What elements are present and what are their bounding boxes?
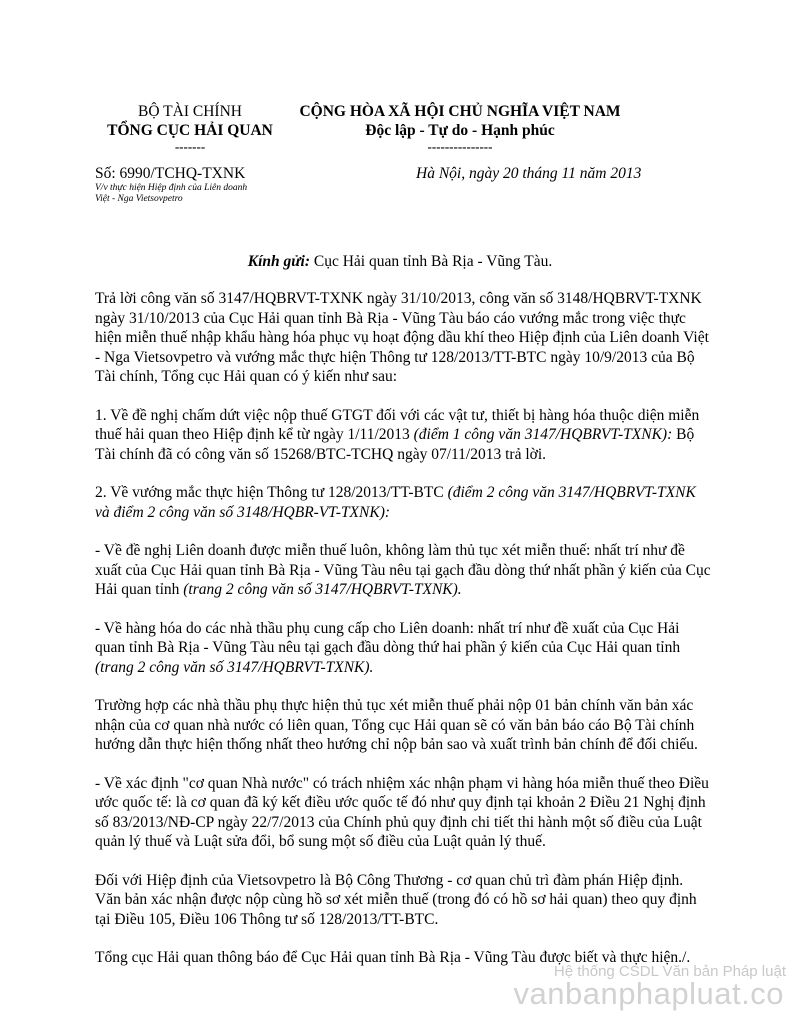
document-body <box>95 289 712 968</box>
item-1-tail: Bộ Tài chính đã có công văn số 15268/BTC-TCHQ ngày 07/11/2013 trả lời. <box>95 426 695 463</box>
item-1-reference: (điểm 1 công văn 3147/HQBRVT-TXNK): <box>413 426 673 443</box>
exemption-reference: (trang 2 công văn số 3147/HQBRVT-TXNK). <box>183 581 462 598</box>
greeting <box>0 252 800 271</box>
subject-line-2: Việt - Nga Vietsovpetro <box>95 194 183 204</box>
greeting-recipient: Cục Hải quan tỉnh Bà Rịa - Vũng Tàu. <box>310 253 553 270</box>
document-subject <box>95 183 247 205</box>
vietsovpetro-paragraph: Đối với Hiệp định của Vietsovpetro là Bộ Công Thương - cơ quan chủ trì đàm phán Hiệp định. Văn bản xác nhận được nộp cùng hồ sơ xét miễn thuế (trong đó có hồ sơ hải quan) theo quy định tại Điều 105, Điều 106 Thông tư số 128/2013/TT-BTC. <box>95 871 697 928</box>
item-2-reference: (điểm 2 công văn 3147/HQBRVT-TXNK và điểm 2 công văn số 3148/HQBR-VT-TXNK): <box>95 484 696 521</box>
department-name: TỔNG CỤC HẢI QUAN <box>107 122 273 139</box>
country-name: CỘNG HÒA XÃ HỘI CHỦ NGHĨA VIỆT NAM <box>299 103 621 120</box>
intro-paragraph: Trả lời công văn số 3147/HQBRVT-TXNK ngày 31/10/2013, công văn số 3148/HQBRVT-TXNK ngày 31/10/2013 của Cục Hải quan tỉnh Bà Rịa - Vũng Tàu báo cáo vướng mắc trong việc thực hiện miễn thuế nhập khẩu hàng hóa phục vụ hoạt động dầu khí theo Hiệp định của Liên doanh Việt - Nga Vietsovpetro và vướng mắc thực hiện Thông tư 128/2013/TT-BTC ngày 10/9/2013 của Bộ Tài chính, Tổng cục Hải quan có ý kiến như sau: <box>95 290 709 385</box>
document-number: Số: 6990/TCHQ-TXNK <box>95 165 246 182</box>
subcontractor-paragraph <box>95 619 712 678</box>
motto-separator: --------------- <box>427 139 493 154</box>
subject-line-1: V/v thực hiện Hiệp định của Liên doanh <box>95 183 248 193</box>
national-header <box>290 102 630 153</box>
closing-paragraph: Tổng cục Hải quan thông báo để Cục Hải quan tỉnh Bà Rịa - Vũng Tàu được biết và thực hiện./. <box>95 949 691 966</box>
watermark-domain: vanbanphapluat.co <box>513 976 784 1011</box>
issuer-header <box>95 102 285 153</box>
place-date: Hà Nội, ngày 20 tháng 11 năm 2013 <box>416 165 642 182</box>
item-2-paragraph <box>95 483 712 522</box>
ministry-name: BỘ TÀI CHÍNH <box>138 103 242 120</box>
subcontractor-text: - Về hàng hóa do các nhà thầu phụ cung cấp cho Liên doanh: nhất trí như đề xuất của Cục Hải quan tỉnh Bà Rịa - Vũng Tàu nêu tại gạch đầu dòng thứ hai phần ý kiến của Cục Hải quan tỉnh <box>95 619 681 656</box>
national-motto: Độc lập - Tự do - Hạnh phúc <box>365 122 555 139</box>
exemption-paragraph <box>95 541 712 600</box>
greeting-label: Kính gửi: <box>247 253 311 270</box>
item-2-text: 2. Về vướng mắc thực hiện Thông tư 128/2013/TT-BTC <box>95 484 448 501</box>
state-agency-paragraph: - Về xác định "cơ quan Nhà nước" có trách nhiệm xác nhận phạm vi hàng hóa miễn thuế theo Điều ước quốc tế: là cơ quan đã ký kết điều ước quốc tế đó như quy định tại khoản 2 Điều 21 Nghị định số 83/2013/NĐ-CP ngày 22/7/2013 của Chính phủ quy định chi tiết thi hành một số điều của Luật quản lý thuế và Luật sửa đổi, bổ sung một số điều của Luật quản lý thuế. <box>95 774 709 850</box>
original-copy-paragraph: Trường hợp các nhà thầu phụ thực hiện thủ tục xét miễn thuế phải nộp 01 bản chính văn bản xác nhận của cơ quan nhà nước có liên quan, Tổng cục Hải quan sẽ có văn bản báo cáo Bộ Tài chính hướng dẫn thực hiện thống nhất theo hướng chỉ nộp bản sao và xuất trình bản chính để đối chiếu. <box>95 697 698 753</box>
item-1-paragraph <box>95 406 712 465</box>
item-1-text: 1. Về đề nghị chấm dứt việc nộp thuế GTGT đối với các vật tư, thiết bị hàng hóa thuộc diện miễn thuế hải quan theo Hiệp định kể từ ngày 1/11/2013 <box>95 406 700 443</box>
exemption-text: - Về đề nghị Liên doanh được miễn thuế luôn, không làm thủ tục xét miễn thuế: nhất trí như đề xuất của Cục Hải quan tỉnh Bà Rịa - Vũng Tàu nêu tại gạch đầu dòng thứ nhất phần ý kiến của Cục Hải quan tỉnh <box>95 542 711 598</box>
subcontractor-reference: (trang 2 công văn số 3147/HQBRVT-TXNK). <box>95 658 374 676</box>
watermark-caption: Hệ thống CSDL Văn bản Pháp luật <box>553 963 786 980</box>
issuer-separator: ------- <box>174 139 206 154</box>
